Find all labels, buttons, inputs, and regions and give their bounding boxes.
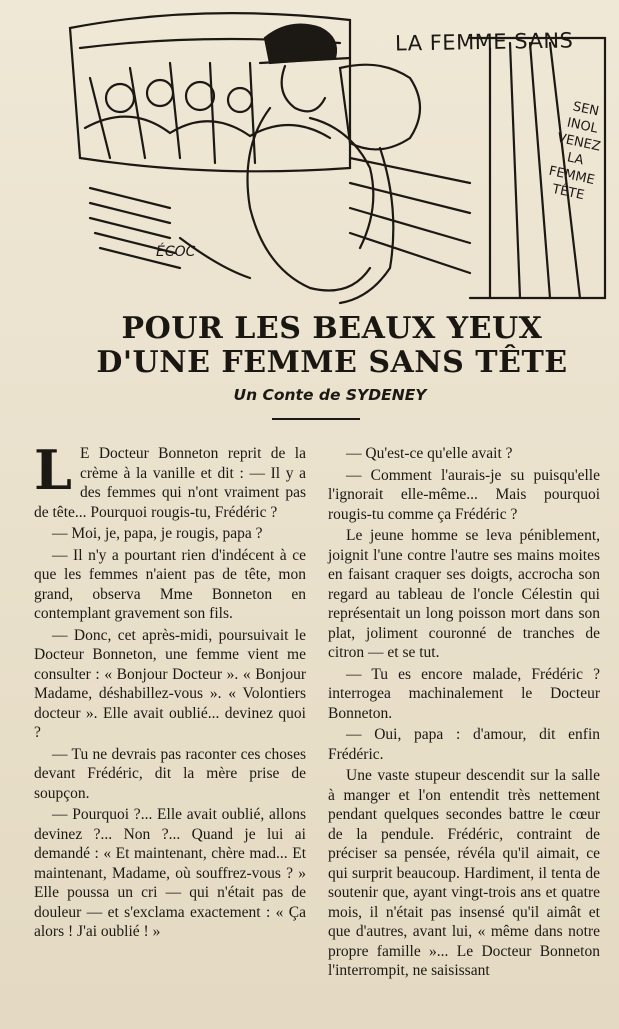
paragraph: — Qu'est-ce qu'elle avait ? [346, 445, 513, 462]
paragraph: — Tu es encore malade, Frédéric ? interrogea machinalement le Docteur Bonneton. [328, 665, 600, 722]
poster-line: INOL [565, 115, 600, 137]
artist-signature: ÉCOC [156, 244, 196, 260]
paragraph: Le jeune homme se leva péniblement, joignit l'une contre l'autre ses mains moites en faisant craquer ses doigts, accrocha son regard au tableau de l'oncle Célestin qui représentait un long poisson mort dans son plat, joliment couronné de tranches de citron — et se tut. [328, 527, 600, 661]
drop-cap: L [34, 438, 72, 502]
paragraph: — Il n'y a pourtant rien d'indécent à ce que les femmes n'aient pas de tête, mon grand, observa Mme Bonneton en contemplant gravement son fils. [34, 546, 306, 622]
paragraph: — Donc, cet après-midi, poursuivait le Docteur Bonneton, une femme vient me consulter : « Bonjour Docteur ». « Bonjour Madame, déshabillez-vous ». « Volontiers docteur ». Elle avait oublié... devinez quoi ? [34, 626, 306, 741]
poster-line: FEMME [547, 163, 596, 189]
title-line-2: D'UNE FEMME SANS TÊTE [96, 345, 568, 380]
text-column-right [328, 444, 600, 983]
text-column-left [34, 438, 306, 944]
paragraph [34, 438, 306, 522]
illustration-drawing [50, 8, 610, 310]
paragraph-text: E Docteur Bonneton reprit de la crème à la vanille et dit : — Il y a des femmes qui n'ont vraiment pas de tête... Pourquoi rougis-tu, Frédéric ? [34, 445, 306, 521]
article-subtitle: Un Conte de SYDENEY [233, 386, 427, 404]
poster-line: VENEZ [555, 130, 602, 155]
poster-line: TÊTE [550, 181, 586, 204]
article-title [66, 312, 598, 380]
sign-text: LA FEMME SANS [394, 28, 574, 56]
paragraph: — Oui, papa : d'amour, dit enfin Frédéric. [328, 726, 600, 763]
paragraph: Une vaste stupeur descendit sur la salle à manger et l'on entendit très nettement pendant quelques secondes battre le cœur de la pendule. Frédéric, contraint de préciser sa pensée, révéla qu'il aimait, ce qui surprit beaucoup. Hardiment, il tenta de soutenir que, ayant vingt-trois ans et quatre mois, il n'était pas insensé qu'il aimât et que d'autres, avant lui, « même dans notre propre famille »... Le Docteur Bonneton l'interrompit, ne saisissant [328, 767, 600, 979]
poster-line: SEN [571, 99, 601, 120]
paragraph: — Comment l'aurais-je su puisqu'elle l'ignorait elle-même... Mais pourquoi rougis-tu comme ça Frédéric ? [328, 466, 600, 523]
title-line-1: POUR LES BEAUX YEUX [121, 311, 543, 346]
poster-line: LA [565, 150, 585, 169]
paragraph: — Tu ne devrais pas raconter ces choses devant Frédéric, dit la mère prise de soupçon. [34, 745, 306, 802]
paragraph: — Pourquoi ?... Elle avait oublié, allons devinez ?... Non ?... Quand je lui ai demandé : « Et maintenant, chère mad... Et maintenant, Madame, où souffrez-vous ? » Elle poussa un cri — qui n'était pas de douleur — et s'exclama exactement : « Ça alors ! J'ai oublié ! » [34, 806, 306, 940]
header-illustration [50, 8, 610, 310]
divider-rule [272, 418, 360, 420]
paragraph: — Moi, je, papa, je rougis, papa ? [52, 525, 263, 542]
